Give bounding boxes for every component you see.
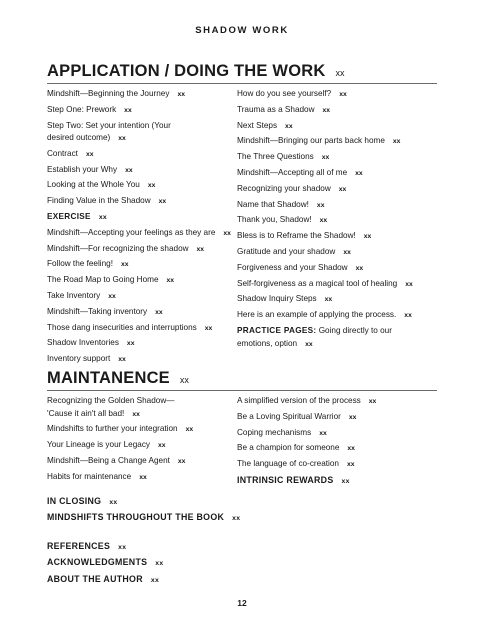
toc-page-ref: xx [108, 292, 116, 300]
toc-entry-exercise[interactable] [47, 210, 247, 226]
toc-entry-text: Bless is to Reframe the Shadow! [237, 231, 356, 241]
toc-entry-mindshifts[interactable] [47, 510, 437, 526]
toc-entry-text: Be a champion for someone [237, 443, 340, 453]
toc-entry[interactable] [237, 182, 437, 198]
toc-entry-references[interactable] [47, 539, 437, 555]
toc-entry[interactable] [47, 321, 247, 337]
toc-page-ref: xx [322, 106, 331, 114]
toc-entry-text: Coping mechanisms [237, 427, 312, 437]
toc-page-ref: xx [85, 150, 94, 158]
page-number: 12 [237, 598, 247, 608]
section-title-text: MAINTANENCE [47, 369, 170, 387]
toc-entry-text: Take Inventory [47, 290, 101, 300]
toc-page-ref: xx [405, 280, 413, 288]
toc-page-ref: xx [177, 457, 186, 465]
toc-page-ref: xx [196, 245, 205, 253]
toc-entry-label: PRACTICE PAGES: [237, 325, 317, 335]
toc-page-ref: xx [166, 277, 175, 285]
toc-entry[interactable] [237, 150, 437, 166]
toc-entry-text: The language of co-creation [237, 459, 339, 469]
toc-entry-text: ACKNOWLEDGMENTS [47, 557, 148, 568]
section-title-text: APPLICATION / DOING THE WORK [47, 62, 326, 80]
toc-page-ref: xx [98, 213, 107, 221]
toc-entry[interactable] [47, 352, 247, 368]
toc-entry-text: Going directly to our emotions, option [237, 325, 392, 348]
toc-page-ref: xx [319, 429, 327, 437]
toc-entry[interactable] [237, 426, 437, 442]
back-matter-entries [47, 539, 437, 588]
toc-page-ref: xx [339, 91, 347, 98]
toc-page-ref: xx [158, 198, 167, 206]
toc-entry-text: Mindshift—Accepting your feelings as they are [47, 227, 216, 237]
toc-page-ref: xx [204, 324, 213, 332]
toc-entry-text: Contract [47, 148, 78, 158]
toc-page-ref: xx [223, 229, 231, 237]
toc-entry-text: A simplified version of the process [237, 396, 361, 405]
toc-page-ref: xx [232, 515, 241, 523]
toc-entry[interactable] [237, 166, 437, 182]
toc-entry[interactable] [47, 305, 247, 321]
toc-entry[interactable] [237, 261, 437, 277]
toc-entry[interactable] [237, 292, 437, 308]
toc-page-ref: xx [348, 413, 357, 421]
maintanence-right-column [237, 394, 437, 490]
toc-entry-text: Mindshift—Beginning the Journey [47, 89, 170, 98]
toc-entry-about-author[interactable] [47, 572, 437, 588]
toc-entry[interactable] [47, 119, 197, 147]
toc-page-ref: xx [150, 576, 160, 584]
toc-entry-acknowledgments[interactable] [47, 555, 437, 571]
toc-page-ref: xx [118, 135, 126, 143]
toc-entry[interactable] [47, 273, 247, 289]
toc-entry-practice-pages[interactable] [237, 324, 412, 352]
toc-entry-text: Step One: Prework [47, 104, 117, 114]
toc-entry[interactable] [47, 336, 247, 352]
toc-page-ref: xx [139, 473, 147, 481]
toc-entry-text: Mindshift—Being a Change Agent [47, 455, 170, 465]
toc-entry[interactable] [237, 410, 437, 426]
toc-entry-text: Mindshifts to further your integration [47, 424, 178, 434]
toc-entry[interactable] [237, 87, 437, 103]
toc-entry-text: Mindshift—Taking inventory [47, 306, 148, 316]
toc-entry[interactable] [47, 454, 247, 470]
toc-page-ref: xx [118, 356, 126, 364]
toc-entry[interactable] [47, 257, 247, 273]
toc-page-ref: xx [185, 426, 194, 434]
toc-entry[interactable] [237, 457, 437, 473]
toc-entry[interactable] [47, 422, 247, 438]
toc-page-ref: xx [355, 264, 364, 272]
toc-entry[interactable] [237, 103, 437, 119]
toc-entry-text: Establish your Why [47, 164, 118, 174]
toc-entry-text: Gratitude and your shadow [237, 246, 336, 256]
toc-page-ref: xx [121, 261, 129, 269]
toc-page-ref: xx [305, 340, 313, 348]
toc-entry-text: Inventory support [47, 354, 111, 364]
toc-entry-text: Step Two: Set your intention (Your desired outcome) [47, 120, 171, 143]
toc-entry[interactable] [47, 147, 247, 163]
toc-page-ref: xx [316, 201, 325, 209]
section-title-application [47, 62, 344, 81]
toc-entry[interactable] [47, 103, 247, 119]
toc-entry-intrinsic-rewards[interactable] [237, 473, 437, 490]
toc-entry-text: Forgiveness and your Shadow [237, 262, 348, 272]
toc-page-ref: xx [158, 441, 166, 449]
toc-entry-text: Trauma as a Shadow [237, 104, 315, 114]
toc-entry-text: Be a Loving Spiritual Warrior [237, 411, 341, 421]
toc-entry-text: Mindshift—Bringing our parts back home [237, 136, 385, 146]
section-rule [47, 390, 437, 391]
toc-entry[interactable] [237, 245, 437, 261]
toc-entry-text: Those dang insecurities and interruptions [47, 322, 197, 332]
toc-entry-text: Self-forgiveness as a magical tool of healing [237, 278, 398, 288]
toc-entry-text: Your Lineage is your Legacy [47, 439, 151, 449]
toc-entry-text: Follow the feeling! [47, 259, 113, 269]
toc-entry-text: Thank you, Shadow! [237, 215, 312, 225]
toc-entry-text: The Three Questions [237, 152, 314, 162]
toc-entry[interactable] [237, 394, 437, 410]
toc-entry-text: Habits for maintenance [47, 471, 132, 481]
toc-entry-text: REFERENCES [47, 541, 111, 551]
toc-entry-text: The Road Map to Going Home [47, 275, 159, 285]
toc-page-ref: xx [341, 477, 350, 485]
toc-entry-text: Name that Shadow! [237, 199, 309, 209]
toc-page-ref: xx [126, 340, 135, 348]
toc-entry[interactable] [237, 134, 437, 150]
application-right-column [237, 87, 437, 352]
toc-entry-text: How do you see yourself? [237, 89, 332, 98]
toc-page-ref: xx [155, 308, 163, 316]
toc-page-ref: xx [347, 445, 355, 453]
maintanence-left-column [47, 394, 247, 485]
toc-entry-text: Recognizing the Golden Shadow— 'Cause it ain't all bad! [47, 396, 175, 418]
application-left-column [47, 87, 247, 368]
toc-entry[interactable] [237, 308, 437, 324]
toc-entry-text: Next Steps [237, 120, 278, 130]
toc-page-ref: xx [392, 138, 401, 146]
toc-page-ref: xx [285, 122, 293, 130]
toc-entry[interactable] [237, 119, 437, 135]
toc-page-ref: xx [118, 544, 127, 551]
toc-entry-text: IN CLOSING [47, 496, 102, 506]
toc-page-ref: xx [132, 410, 140, 418]
toc-entry[interactable] [47, 194, 247, 210]
toc-entry-text: EXERCISE [47, 211, 91, 221]
toc-entry[interactable] [47, 394, 197, 422]
toc-entry[interactable] [47, 226, 247, 242]
toc-entry-text: ABOUT THE AUTHOR [47, 573, 143, 584]
toc-page-ref: xx [124, 106, 132, 114]
toc-page-ref: xx [343, 248, 351, 256]
toc-page-ref: xx [368, 398, 377, 405]
toc-page-ref: xx [319, 217, 328, 225]
toc-entry-text: Shadow Inventories [47, 338, 119, 348]
toc-page-ref: xx [324, 296, 333, 304]
toc-page-ref: xx [125, 166, 133, 174]
toc-entry-text: Finding Value in the Shadow [47, 196, 151, 206]
toc-entry[interactable] [47, 163, 247, 179]
toc-entry[interactable] [47, 87, 247, 103]
toc-entry-text: MINDSHIFTS THROUGHOUT THE BOOK [47, 512, 225, 523]
toc-entry[interactable] [237, 229, 437, 245]
toc-page-ref: xx [338, 185, 347, 193]
toc-entry-text: Mindshift—For recognizing the shadow [47, 243, 189, 253]
toc-entry-text: Shadow Inquiry Steps [237, 294, 317, 304]
toc-entry[interactable] [237, 213, 437, 229]
toc-page-ref: xx [147, 182, 156, 190]
section-title-maintanence [47, 369, 189, 388]
toc-page-ref: xx [177, 91, 185, 98]
toc-entry-text: INTRINSIC REWARDS [237, 474, 334, 485]
toc-entry-in-closing[interactable] [47, 494, 437, 510]
toc-page-ref: xx [404, 312, 412, 320]
toc-entry-text: Here is an example of applying the process. [237, 310, 397, 320]
toc-entry[interactable] [47, 438, 247, 454]
running-header: SHADOW WORK [195, 25, 289, 36]
toc-page-ref: xx [321, 154, 330, 162]
toc-entry[interactable] [237, 277, 437, 293]
toc-page-ref: xx [355, 169, 363, 177]
section-rule [47, 83, 437, 84]
toc-page-ref: xx [155, 560, 164, 568]
toc-entry-text: Looking at the Whole You [47, 180, 140, 190]
toc-entry[interactable] [47, 470, 247, 486]
closing-entries [47, 494, 437, 527]
toc-entry[interactable] [47, 289, 247, 305]
toc-entry-text: Mindshift—Accepting all of me [237, 167, 348, 177]
toc-entry[interactable] [237, 198, 437, 214]
toc-entry-text: Recognizing your shadow [237, 183, 331, 193]
toc-page-ref: xx [109, 499, 118, 506]
toc-entry[interactable] [47, 178, 247, 194]
toc-page-ref: xx [363, 233, 372, 241]
toc-entry[interactable] [47, 242, 247, 258]
toc-page-ref: xx [346, 461, 355, 469]
toc-entry[interactable] [237, 441, 437, 457]
section-page-ref: xx [179, 375, 189, 385]
section-page-ref: xx [335, 68, 345, 78]
